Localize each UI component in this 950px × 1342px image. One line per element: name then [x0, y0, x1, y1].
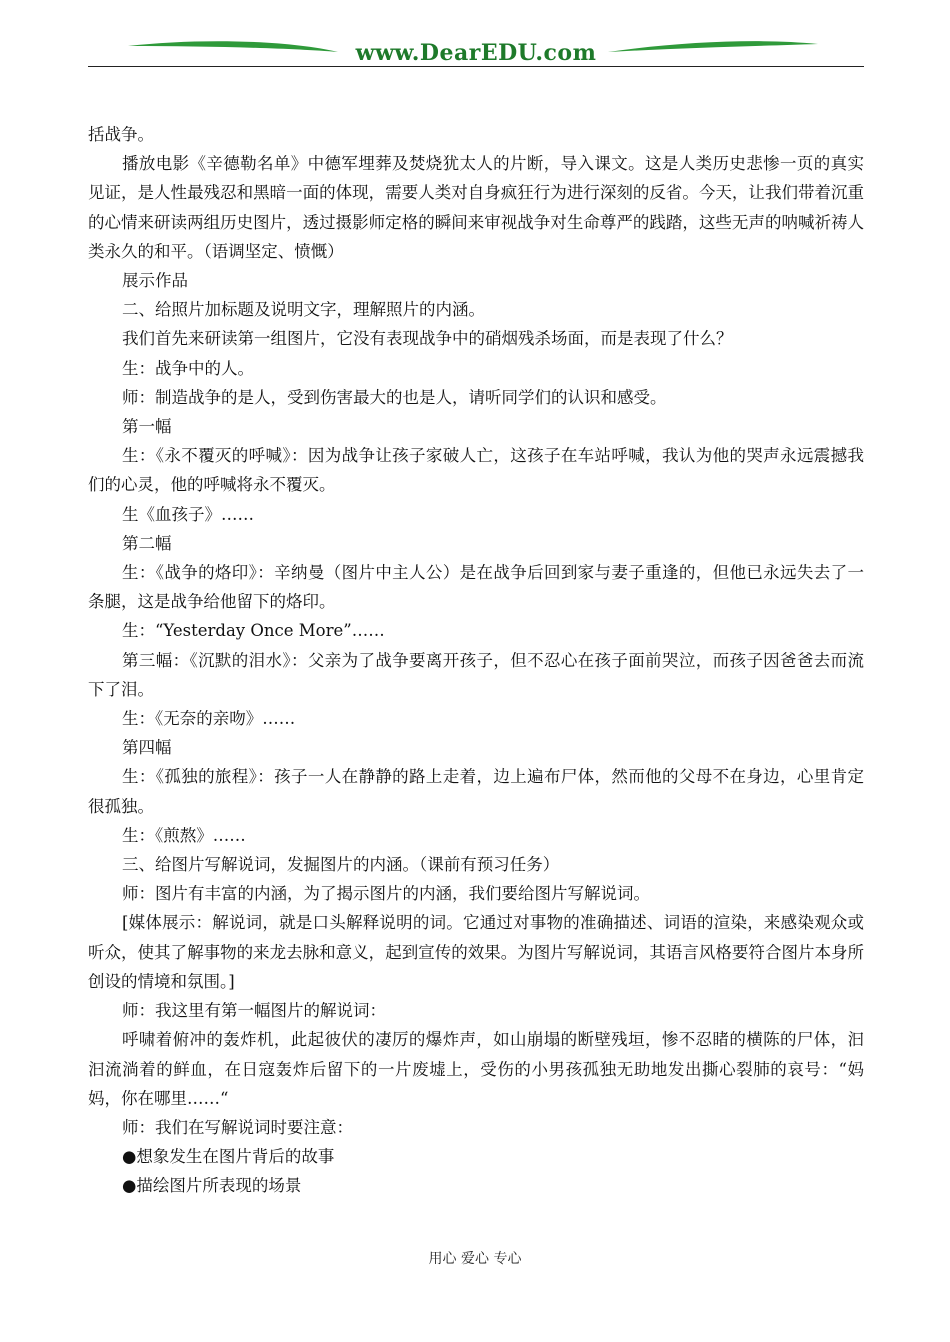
paragraph: 三、给图片写解说词，发掘图片的内涵。（课前有预习任务） [122, 855, 560, 875]
paragraph: 展示作品 [122, 271, 188, 291]
paragraph: 我们首先来研读第一组图片，它没有表现战争中的硝烟残杀场面，而是表现了什么？ [122, 329, 733, 349]
paragraph: ●描绘图片所表现的场景 [122, 1176, 302, 1196]
paragraph: 第四幅 [122, 738, 172, 758]
paragraph: 师：图片有丰富的内涵，为了揭示图片的内涵，我们要给图片写解说词。 [122, 884, 650, 904]
header-divider [88, 66, 864, 67]
paragraph: 生：《永不覆灭的呼喊》：因为战争让孩子家破人亡，这孩子在车站呼喊，我认为他的哭声永远震撼我们的心灵，他的呼喊将永不覆灭。 [88, 446, 864, 495]
paragraph: [媒体展示：解说词，就是口头解释说明的词。它通过对事物的准确描述、词语的渲染，来感染观众或听众，使其了解事物的来龙去脉和意义，起到宣传的效果。为图片写解说词，其语言风格要符合图片本身所创设的情境和氛围。] [88, 913, 864, 991]
paragraph: 播放电影《辛德勒名单》中德军埋葬及焚烧犹太人的片断，导入课文。这是人类历史悲惨一页的真实见证，是人性最残忍和黑暗一面的体现，需要人类对自身疯狂行为进行深刻的反省。今天，让我们带着沉重的心情来研读两组历史图片，透过摄影师定格的瞬间来审视战争对生命尊严的践踏，这些无声的呐喊祈祷人类永久的和平。（语调坚定、愤慨） [88, 154, 864, 261]
paragraph: 生：“Yesterday Once More”…… [122, 621, 385, 641]
document-body [88, 120, 864, 1201]
paragraph: 生：《煎熬》…… [122, 825, 246, 845]
paragraph: 第一幅 [122, 417, 172, 437]
paragraph: 生：《无奈的亲吻》…… [122, 709, 296, 729]
paragraph: 师：我这里有第一幅图片的解说词： [122, 1001, 386, 1021]
paragraph: 生：《战争的烙印》：辛纳曼（图片中主人公）是在战争后回到家与妻子重逢的，但他已永远失去了一条腿，这是战争给他留下的烙印。 [88, 563, 864, 612]
paragraph: ●想象发生在图片背后的故事 [122, 1147, 335, 1167]
paragraph: 第三幅：《沉默的泪水》：父亲为了战争要离开孩子，但不忍心在孩子面前哭泣，而孩子因爸爸去而流下了泪。 [88, 650, 864, 699]
site-name: www.DearEDU.com [355, 40, 597, 66]
paragraph: 生《血孩子》…… [122, 504, 254, 524]
paragraph: 师：我们在写解说词时要注意： [122, 1117, 353, 1137]
paragraph: 括战争。 [88, 125, 154, 144]
paragraph: 呼啸着俯冲的轰炸机，此起彼伏的凄厉的爆炸声，如山崩塌的断壁残垣，惨不忍睹的横陈的尸体，汩汩流淌着的鲜血，在日寇轰炸后留下的一片废墟上，受伤的小男孩孤独无助地发出撕心裂肺的哀号：“妈妈，你在哪里……“ [88, 1030, 864, 1108]
paragraph: 生：《孤独的旅程》：孩子一人在静静的路上走着，边上遍布尸体，然而他的父母不在身边，心里肯定很孤独。 [88, 767, 864, 816]
page-footer: 用心 爱心 专心 [428, 1251, 522, 1267]
paragraph: 二、给照片加标题及说明文字，理解照片的内涵。 [122, 300, 485, 320]
paragraph: 生：战争中的人。 [122, 358, 254, 378]
paragraph: 第二幅 [122, 533, 172, 553]
paragraph: 师：制造战争的是人，受到伤害最大的也是人，请听同学们的认识和感受。 [122, 387, 667, 407]
page-header [88, 30, 864, 70]
